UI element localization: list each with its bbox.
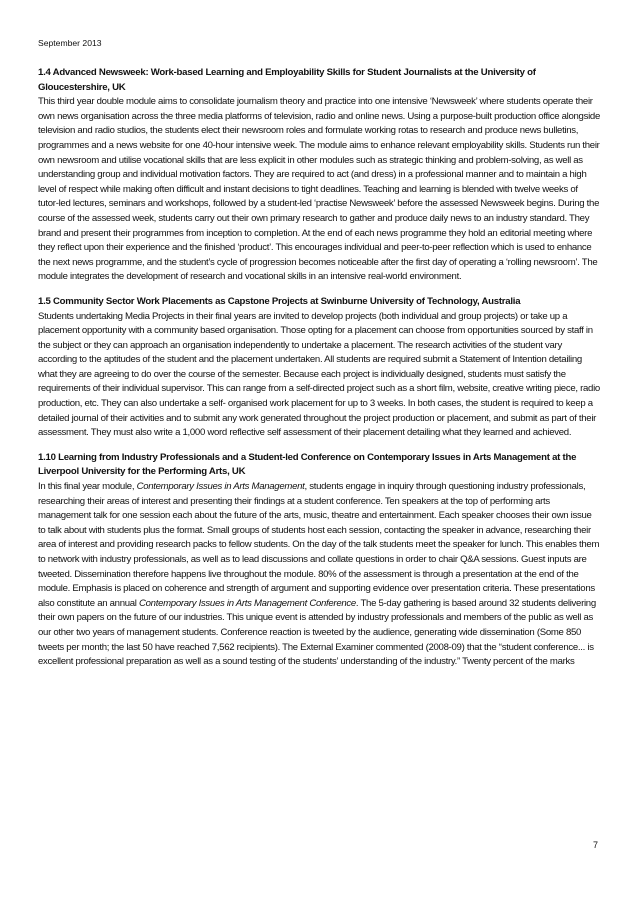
section-body: This third year double module aims to consolidate journalism theory and practice into one intensive ‘Newsweek’ where students operate their own news organisation across the three media platforms of television, radio and online news. Using a purpose-built production office alongside television and radio studios, the students elect their newsroom roles and formulate working rotas to research and produce news bulletins, programmes and a news website for one 40-hour intensive week. The module aims to enhance relevant employability skills. Students run their own newsroom and utilise vocational skills that are less explicit in other modules such as strategic thinking and problem-solving, as well as understanding group and individual motivation factors. They are required to act (and dress) in a professional manner and to maintain a high level of respect while making often difficult and instant decisions to tight deadlines. Teaching and learning is blended with twelve weeks of tutor-led lectures, seminars and workshops, followed by a student-led ‘practise Newsweek’ before the assessed Newsweek begins. During the course of the assessed week, students carry out their own primary research to gather and produce daily news to an industry standard. They brand and present their programmes from inception to completion. At the end of each news programme they hold an editorial meeting where they reflect upon their experience and the finished ‘product’. This encourages individual and peer-to-peer reflection which is used to enhance the next news programme, and the student’s cycle of progression becomes noticeable after the first day of operating a ‘rolling newsroom’. The module integrates the development of research and vocational skills in an intensive real-world environment. <box>38 96 600 283</box>
section-1-10 <box>38 451 600 670</box>
section-body: Students undertaking Media Projects in their final years are invited to develop projects (both individual and group projects) or take up a placement opportunity with a community based organisation. Those opting for a placement can choose from opportunities sourced by staff in the subject or they can approach an organisation independently to undertake a placement. The research activities of the student vary according to the aptitudes of the student and the placement undertaken. All students are required submit a Statement of Intention detailing what they are agreeing to do over the course of the semester. Because each project is individually designed, students must satisfy the requirements of their individual supervisor. This can range from a self-directed project such as a short film, website, creative writing piece, radio production, etc. They can also undertake a self- organised work placement for up to 3 weeks. In both cases, the student is required to keep a detailed journal of their activities and to submit any work generated throughout the project production or placement, and submit as part of their assessment. They must also write a 1,000 word reflective self assessment of their placement detailing what they learned and achieved. <box>38 310 600 439</box>
section-body <box>38 480 600 670</box>
body-text: , students engage in inquiry through questioning industry professionals, researching their areas of interest and presenting their findings at a student conference. Ten speakers at the top of performing arts management talk for one session each about the future of the arts, music, theatre and entertainment. Each speaker chooses their own issue to talk about with students plus the format. Small groups of students host each session, contacting the speaker in advance, researching their area of interest and providing research packs to fellow students. On the day of the talk students meet the speaker for lunch. This enables them to network with industry professionals, as well as to lead discussions and collate questions in order to chair Q&A sessions. Guest inputs are tweeted. Dissemination therefore happens live throughout the module. 80% of the assessment is through a presentation at the end of the module. Emphasis is placed on coherence and strength of argument and supporting evidence over presentation criteria. These presentations also constitute an annual <box>38 481 600 609</box>
section-title: 1.4 Advanced Newsweek: Work-based Learning and Employability Skills for Student Journalists at the University of Gloucestershire, UK <box>38 67 536 93</box>
section-title: 1.10 Learning from Industry Professionals and a Student-led Conference on Contemporary Issues in Arts Management at the Liverpool University for the Performing Arts, UK <box>38 451 577 478</box>
body-text: . The 5-day gathering is based around 32 students delivering their own papers on the future of our industries. This unique event is attended by industry professionals and members of the public as well as our other two years of management students. Conference reaction is tweeted by the audience, generating wide dissemination (Some 850 tweets per month; the last 50 have reached 7,562 recipients). The External Examiner commented (2008-09) that the “student conference... is excellent professional preparation as well as a sound testing of the students’ understanding of the industry.” Twenty percent of the marks <box>38 597 596 668</box>
header-date: September 2013 <box>38 38 102 48</box>
conference-title-italic: Contemporary Issues in Arts Management Conference <box>139 597 356 609</box>
module-title-italic: Contemporary Issues in Arts Management <box>136 481 305 493</box>
body-text: In this final year module, <box>38 481 137 493</box>
section-1-5 <box>38 295 600 441</box>
section-1-4 <box>38 66 600 285</box>
section-title: 1.5 Community Sector Work Placements as Capstone Projects at Swinburne University of Technology, Australia <box>38 295 521 307</box>
page-number: 7 <box>592 840 598 850</box>
